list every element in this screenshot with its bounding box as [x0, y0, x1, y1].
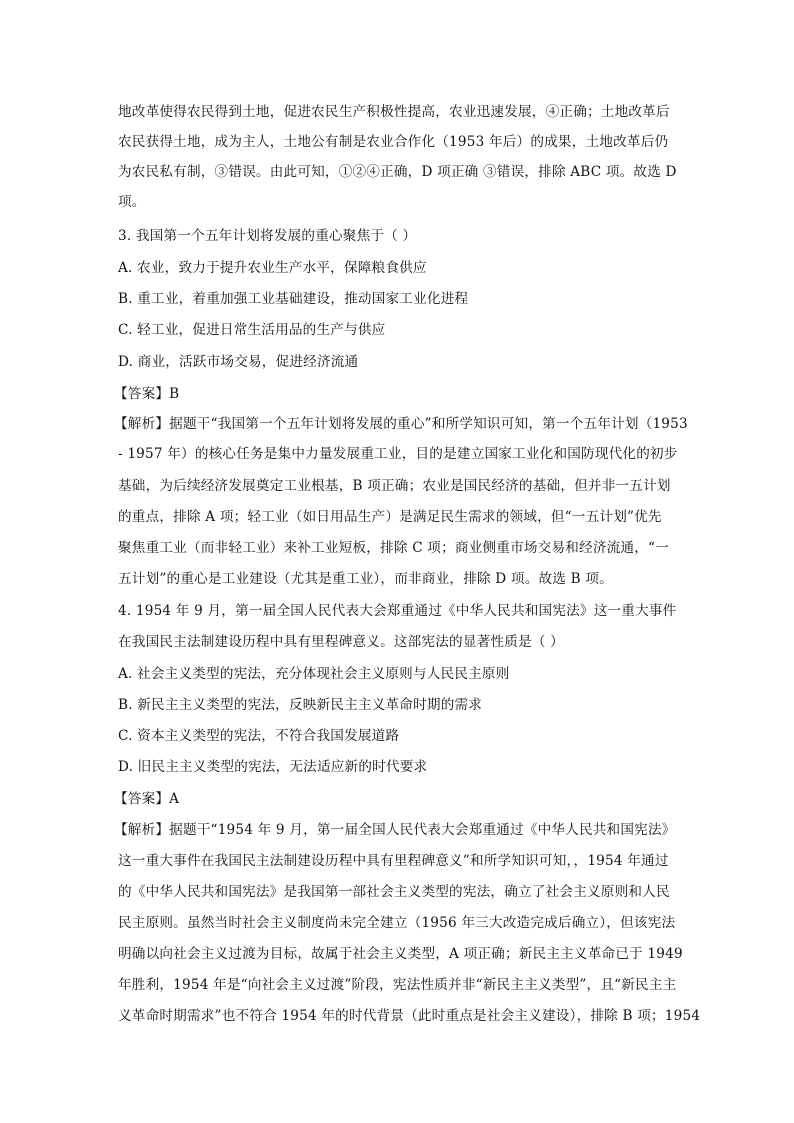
- question-4-analysis-line: 明确以向社会主义过渡为目标，故属于社会主义类型，A 项正确；新民主主义革命已于 1949: [118, 946, 683, 962]
- paragraph-line: 农民获得土地，成为主人，土地公有制是农业合作化（1953 年后）的成果，土地改革后仍: [118, 134, 669, 150]
- question-4-option-a: A. 社会主义类型的宪法，充分体现社会主义原则与人民民主原则: [118, 666, 510, 682]
- question-4-option-b: B. 新民主主义类型的宪法，反映新民主主义革命时期的需求: [118, 697, 483, 713]
- question-4-analysis-line: 这一重大事件在我国民主法制建设历程中具有里程碑意义”和所学知识可知，，1954 年通过: [118, 853, 669, 869]
- question-4-option-c: C. 资本主义类型的宪法，不符合我国发展道路: [118, 728, 400, 744]
- paragraph-line: 为农民私有制，③错误。由此可知，①②④正确，D 项正确 ③错误，排除 ABC 项。故选 D: [118, 164, 677, 180]
- question-4-analysis-line: 义革命时期需求”也不符合 1954 年的时代背景（此时重点是社会主义建设），排除 B 项；1954: [118, 1008, 701, 1024]
- question-4-analysis-line: 【解析】据题干“1954 年 9 月，第一届全国人民代表大会郑重通过《中华人民共和国宪法》: [114, 822, 676, 838]
- question-4-analysis-line: 年胜利，1954 年是“向社会主义过渡”阶段，宪法性质并非“新民主主义类型”，且“新民主主: [118, 977, 677, 993]
- question-3-analysis-line: 【解析】据题干“我国第一个五年计划将发展的重心”和所学知识可知，第一个五年计划（1953: [114, 416, 688, 432]
- question-3-stem: 3. 我国第一个五年计划将发展的重心聚焦于（ ）: [118, 228, 417, 244]
- paragraph-line: 项。: [118, 194, 146, 210]
- question-4-stem: 在我国民主法制建设历程中具有里程碑意义。这部宪法的显著性质是（ ）: [118, 634, 564, 650]
- question-3-option-d: D. 商业，活跃市场交易，促进经济流通: [118, 354, 359, 370]
- question-4-analysis-line: 民主原则。虽然当时社会主义制度尚未完全建立（1956 年三大改造完成后确立），但该宪法: [118, 915, 676, 931]
- question-4-answer: 【答案】A: [114, 791, 180, 807]
- question-3-analysis-line: 五计划”的重心是工业建设（尤其是重工业），而非商业，排除 D 项。故选 B 项。: [118, 571, 613, 587]
- question-3-option-c: C. 轻工业，促进日常生活用品的生产与供应: [118, 322, 386, 338]
- question-4-analysis-line: 的《中华人民共和国宪法》是我国第一部社会主义类型的宪法，确立了社会主义原则和人民: [118, 884, 670, 900]
- question-3-analysis-line: 的重点，排除 A 项；轻工业（如日用品生产）是满足民生需求的领域，但“一五计划”优先: [118, 509, 662, 525]
- question-3-analysis-line: 聚焦重工业（而非轻工业）来补工业短板，排除 C 项；商业侧重市场交易和经济流通，“一: [118, 540, 669, 556]
- question-3-option-b: B. 重工业，着重加强工业基础建设，推动国家工业化进程: [118, 291, 469, 307]
- question-3-analysis-line: 基础，为后续经济发展奠定工业根基，B 项正确；农业是国民经济的基础，但并非一五计划: [118, 478, 671, 494]
- paragraph-line: 地改革使得农民得到土地，促进农民生产积极性提高，农业迅速发展，④正确；土地改革后: [118, 104, 670, 120]
- question-3-option-a: A. 农业，致力于提升农业生产水平，保障粮食供应: [118, 260, 427, 276]
- question-4-stem: 4. 1954 年 9 月，第一届全国人民代表大会郑重通过《中华人民共和国宪法》这一重大事件: [118, 603, 677, 619]
- question-4-option-d: D. 旧民主主义类型的宪法，无法适应新的时代要求: [118, 759, 428, 775]
- question-3-analysis-line: - 1957 年）的核心任务是集中力量发展重工业，目的是建立国家工业化和国防现代化的初步: [118, 446, 678, 462]
- question-3-answer: 【答案】B: [114, 386, 180, 402]
